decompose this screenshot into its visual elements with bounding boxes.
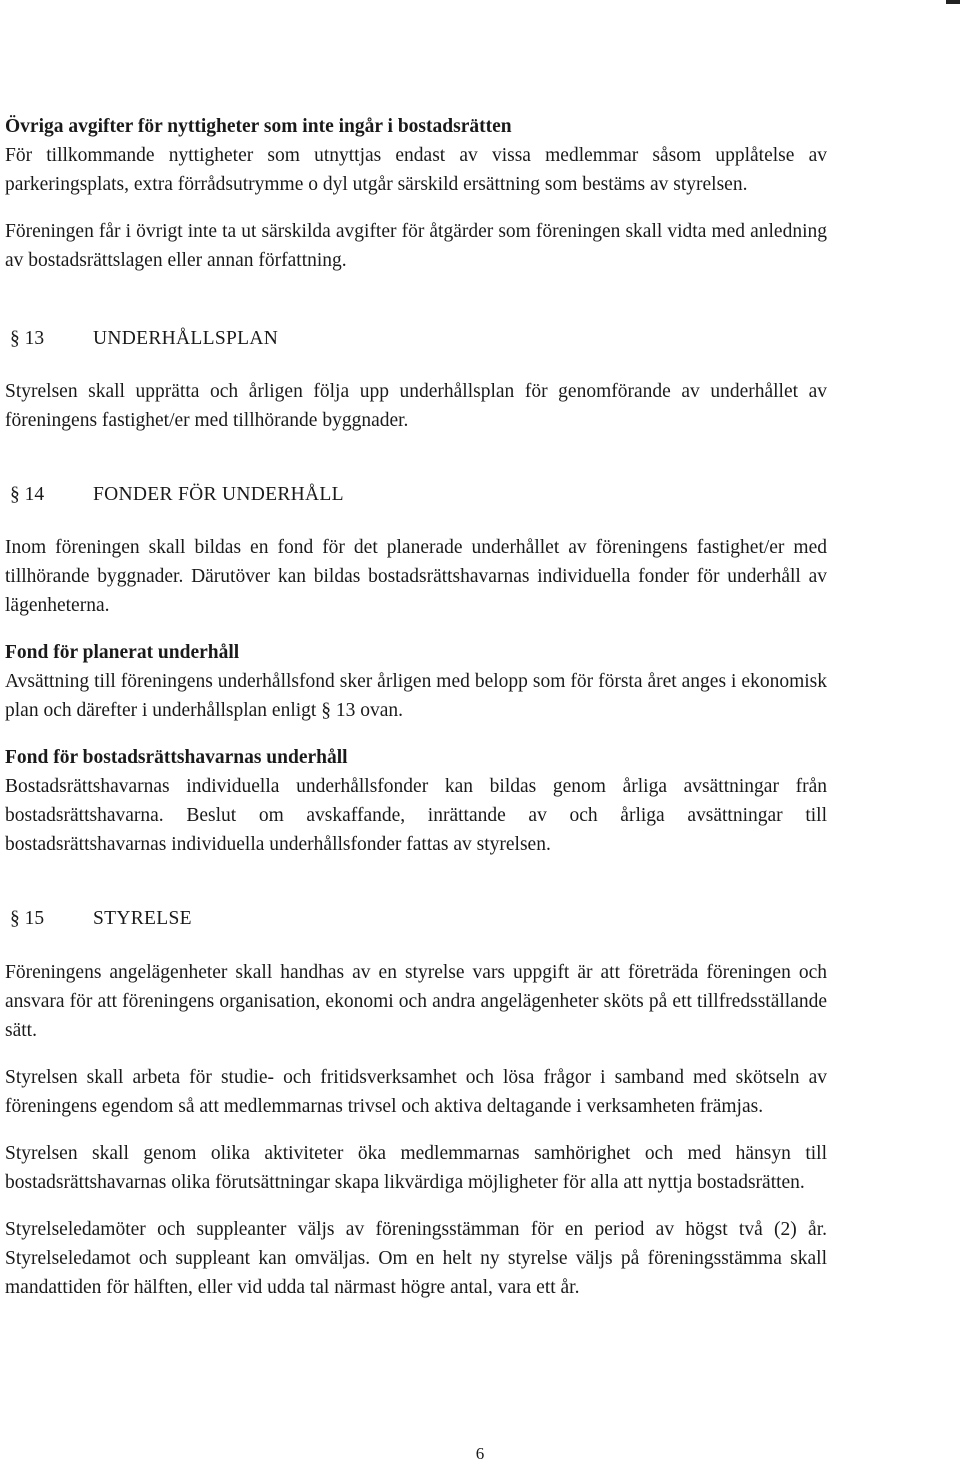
section-14-title: FONDER FÖR UNDERHÅLL xyxy=(93,484,344,505)
fond-bostadsrattshavare-paragraph: Bostadsrättshavarnas individuella underhållsfonder kan bildas genom årliga avsättningar från bostadsrättshavarna. Beslut om avskaffande, inrättande av och årliga avsättningar till bostadsrättshavarnas individuella underhållsfonder fattas av styrelsen. xyxy=(5,776,827,855)
section-15-title: STYRELSE xyxy=(93,908,192,929)
section-13-number: § 13 xyxy=(10,328,45,349)
section-13-title: UNDERHÅLLSPLAN xyxy=(93,328,279,349)
section-13-paragraph: Styrelsen skall upprätta och årligen följa upp underhållsplan för genomförande av underhållet av föreningens fastighet/er med tillhörande byggnader. xyxy=(5,381,827,431)
ovriga-avgifter-paragraph-1: För tillkommande nyttigheter som utnyttjas endast av vissa medlemmar såsom upplåtelse av parkeringsplats, extra förrådsutrymme o dyl utgår särskild ersättning som bestäms av styrelsen. xyxy=(5,145,827,195)
fond-bostadsrattshavare-heading: Fond för bostadsrättshavarnas underhåll xyxy=(5,747,348,768)
ovriga-avgifter-heading: Övriga avgifter för nyttigheter som inte ingår i bostadsrätten xyxy=(5,116,512,137)
section-15-paragraph-1: Föreningens angelägenheter skall handhas av en styrelse vars uppgift är att företräda föreningen och ansvara för att föreningens organisation, ekonomi och andra angelägenheter sköts på ett tillfredsställande sätt. xyxy=(5,962,827,1041)
section-15-paragraph-2: Styrelsen skall arbeta för studie- och fritidsverksamhet och lösa frågor i samband med skötseln av föreningens egendom så att medlemmarnas trivsel och aktiva deltagande i verksamheten främjas. xyxy=(5,1067,827,1117)
ovriga-avgifter-paragraph-2: Föreningen får i övrigt inte ta ut särskilda avgifter för åtgärder som föreningen skall vidta med anledning av bostadsrättslagen eller annan författning. xyxy=(5,221,827,271)
section-14-paragraph: Inom föreningen skall bildas en fond för det planerade underhållet av föreningens fastighet/er med tillhörande byggnader. Därutöver kan bildas bostadsrättshavarnas individuella fonder för underhåll av lägenheterna. xyxy=(5,537,827,616)
section-14-number: § 14 xyxy=(10,484,45,505)
section-15-paragraph-4: Styrelseledamöter och suppleanter väljs av föreningsstämman för en period av högst två (2) år. Styrelseledamot och suppleant kan omväljas. Om en helt ny styrelse väljs på föreningsstämma skall mandattiden för hälften, eller vid udda tal närmast högre antal, vara ett år. xyxy=(5,1219,827,1298)
scan-corner-mark xyxy=(946,0,960,4)
section-15-paragraph-3: Styrelsen skall genom olika aktiviteter öka medlemmarnas samhörighet och med hänsyn till bostadsrättshavarnas olika förutsättningar skapa likvärdiga möjligheter för alla att nyttja bostadsrätten. xyxy=(5,1143,827,1193)
page-number: 6 xyxy=(475,1444,485,1463)
section-15-heading xyxy=(5,904,827,933)
section-14-heading xyxy=(5,480,827,509)
section-15-number: § 15 xyxy=(10,908,45,929)
fond-planerat-heading: Fond för planerat underhåll xyxy=(5,642,240,663)
document-page xyxy=(5,112,827,1302)
section-13-heading xyxy=(5,324,827,353)
fond-planerat-paragraph: Avsättning till föreningens underhållsfond sker årligen med belopp som för första året anges i ekonomisk plan och därefter i underhållsplan enligt § 13 ovan. xyxy=(5,671,827,721)
